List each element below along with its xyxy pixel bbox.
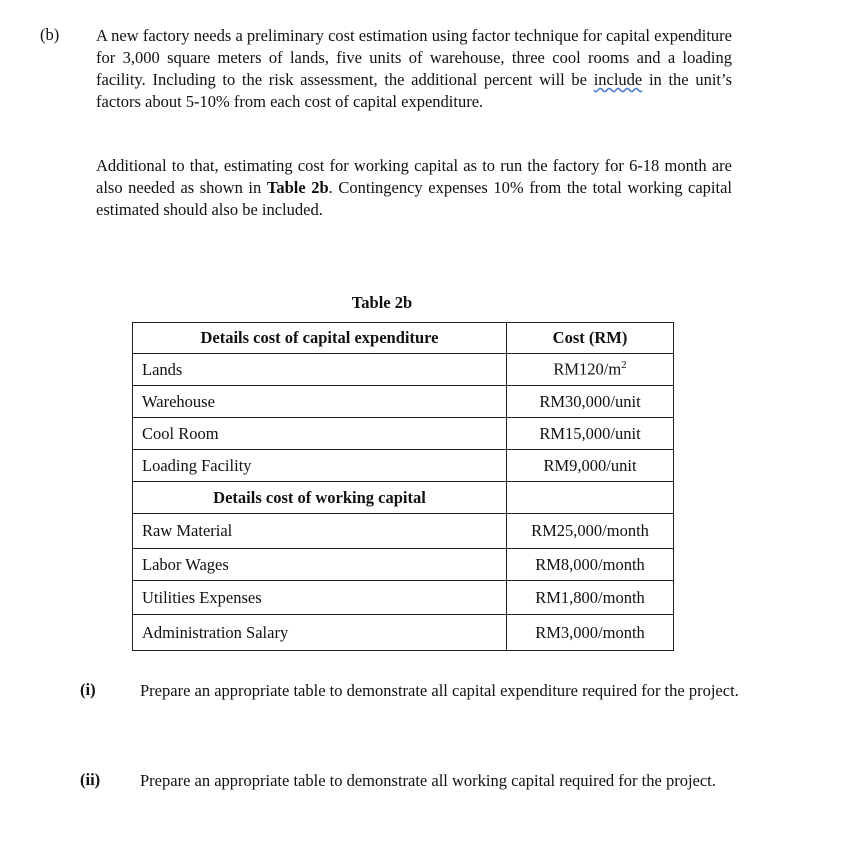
table-row xyxy=(133,514,674,549)
paragraph-text: Additional to that, estimating cost for working capital as to run the factory for 6-18 month are also needed as shown in xyxy=(96,156,732,197)
subheader-details-working: Details cost of working capital xyxy=(133,482,507,514)
row-item: Raw Material xyxy=(133,514,507,549)
subheader-empty xyxy=(507,482,674,514)
table-row xyxy=(133,450,674,482)
spellcheck-underlined-word[interactable]: include xyxy=(593,70,643,89)
subquestion-text-ii: Prepare an appropriate table to demonstrate all working capital required for the project. xyxy=(140,771,716,790)
table-row xyxy=(133,549,674,581)
table-row xyxy=(133,386,674,418)
row-cost: RM25,000/month xyxy=(507,514,674,549)
question-paragraph-1 xyxy=(96,25,732,113)
table-row xyxy=(133,354,674,386)
row-item: Warehouse xyxy=(133,386,507,418)
row-cost: RM30,000/unit xyxy=(507,386,674,418)
row-item: Utilities Expenses xyxy=(133,581,507,615)
row-cost: RM1,800/month xyxy=(507,581,674,615)
table-row xyxy=(133,418,674,450)
header-cost: Cost (RM) xyxy=(507,323,674,354)
row-cost: RM3,000/month xyxy=(507,615,674,651)
subquestion-label-i: (i) xyxy=(80,680,96,699)
cost-value: RM120/m xyxy=(553,359,622,379)
row-item: Administration Salary xyxy=(133,615,507,651)
table-reference: Table 2b xyxy=(266,178,329,197)
table-subheader-row xyxy=(133,482,674,514)
subquestion-text-i: Prepare an appropriate table to demonstrate all capital expenditure required for the project. xyxy=(140,681,739,700)
superscript: 2 xyxy=(621,359,627,372)
row-item: Cool Room xyxy=(133,418,507,450)
table-header-row xyxy=(133,323,674,354)
paragraph-text: . Contingency expenses 10% from the total working capital estimated should also be included. xyxy=(96,178,732,219)
row-cost: RM15,000/unit xyxy=(507,418,674,450)
row-cost xyxy=(507,354,674,386)
cost-table xyxy=(132,322,674,651)
table-row xyxy=(133,581,674,615)
header-details-capital: Details cost of capital expenditure xyxy=(133,323,507,354)
paragraph-text: A new factory needs a preliminary cost estimation using factor technique for capital expenditure for 3,000 square meters of lands, five units of warehouse, three cool rooms and a loading facility. Including to the risk assessment, the additional percent will be xyxy=(96,26,732,89)
table-row xyxy=(133,615,674,651)
row-item: Loading Facility xyxy=(133,450,507,482)
table-title: Table 2b xyxy=(351,293,413,312)
row-cost: RM9,000/unit xyxy=(507,450,674,482)
row-cost: RM8,000/month xyxy=(507,549,674,581)
question-paragraph-2 xyxy=(96,155,732,221)
row-item: Lands xyxy=(133,354,507,386)
paragraph-text: in the unit’s factors about 5-10% from each cost of capital expenditure. xyxy=(96,70,732,111)
subquestion-label-ii: (ii) xyxy=(80,770,101,789)
question-label: (b) xyxy=(40,25,60,44)
row-item: Labor Wages xyxy=(133,549,507,581)
